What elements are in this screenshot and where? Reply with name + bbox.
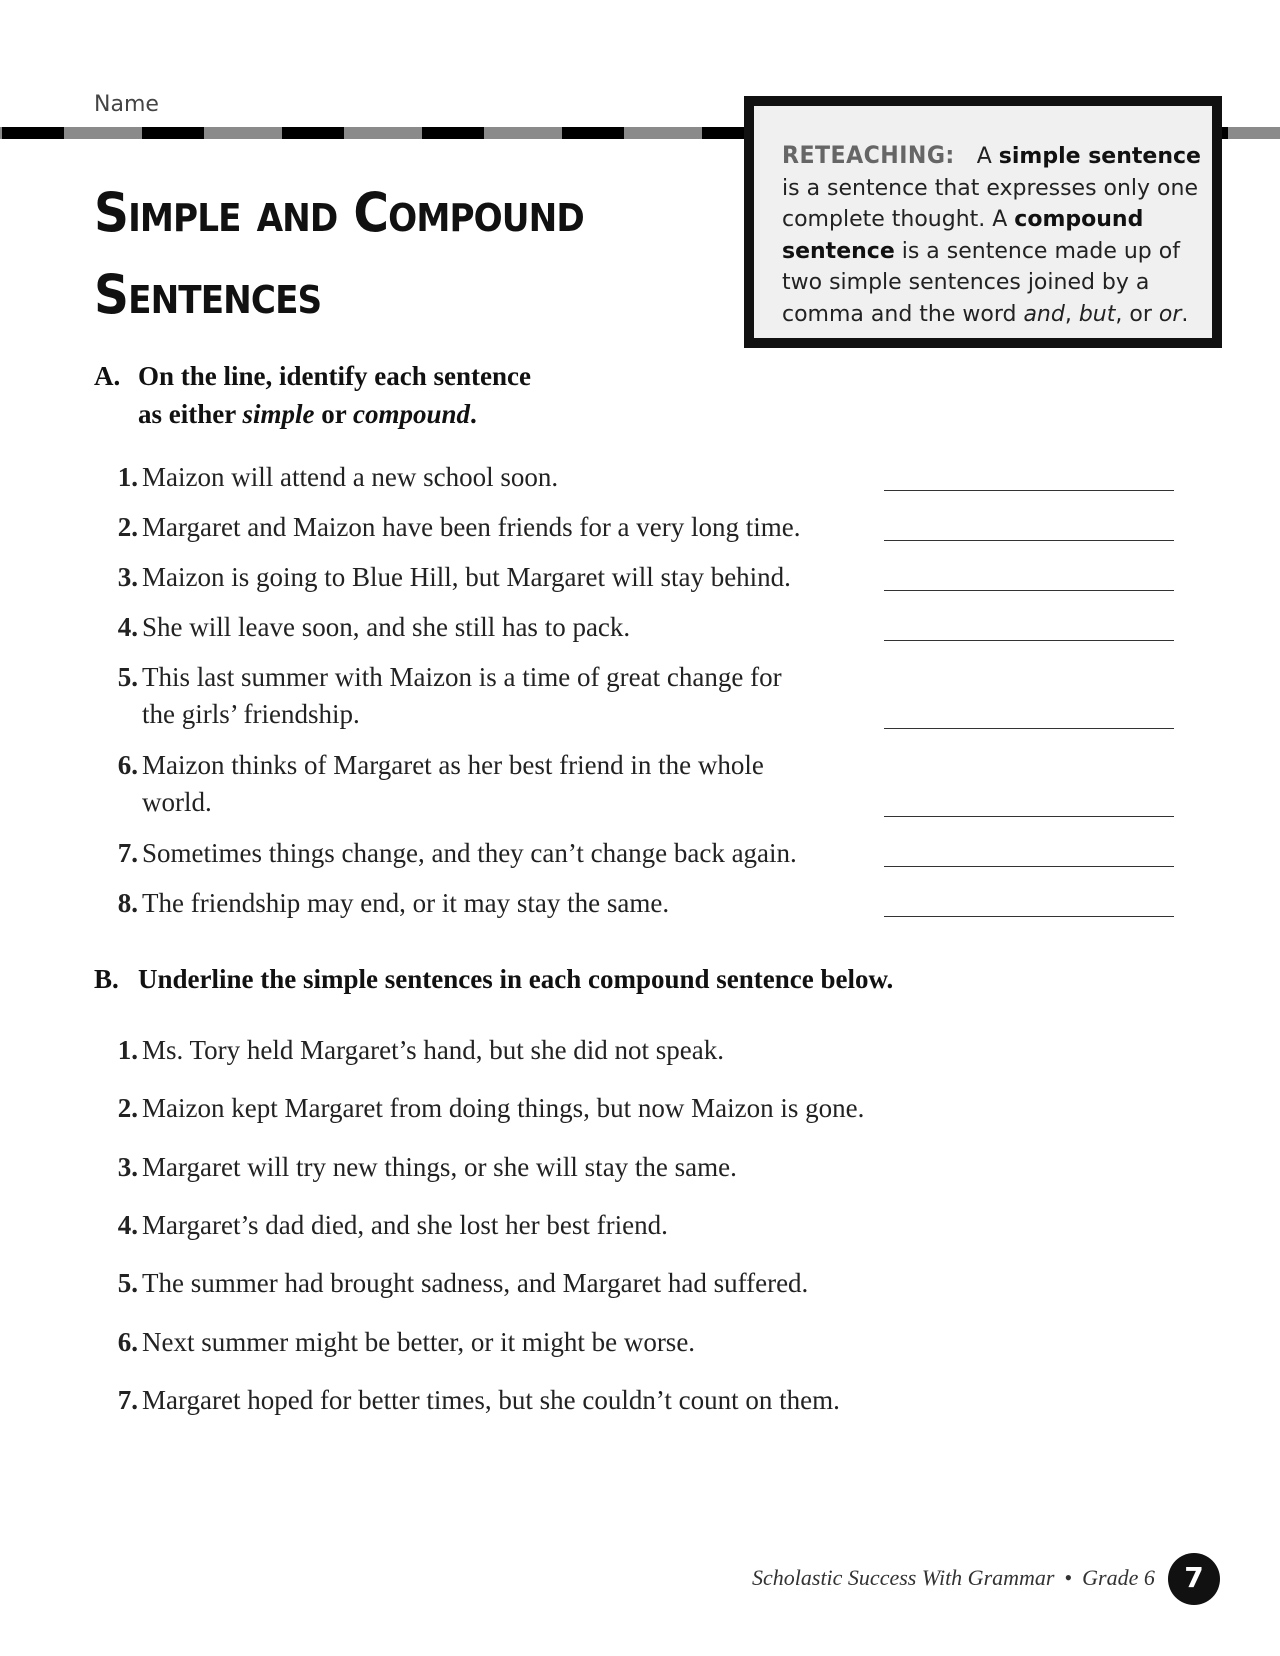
answer-line-5[interactable] xyxy=(884,728,1174,729)
item-text: Next summer might be better, or it might be worse. xyxy=(142,1327,696,1357)
item-number: 7. xyxy=(117,838,138,868)
reteaching-text: . xyxy=(1181,301,1189,327)
item-number: 1. xyxy=(117,1035,138,1065)
section-a-item xyxy=(94,659,862,733)
answer-line-3[interactable] xyxy=(884,590,1174,591)
item-text: This last summer with Maizon is a time of great change for the girls’ friendship. xyxy=(142,662,782,729)
answer-line-8[interactable] xyxy=(884,916,1174,917)
answer-line-2[interactable] xyxy=(884,540,1174,541)
section-b-item xyxy=(94,1265,1042,1302)
item-number: 7. xyxy=(117,1385,138,1415)
item-number: 6. xyxy=(117,1327,138,1357)
reteaching-text: is a sentence that expresses only one complete thought. A xyxy=(782,175,1198,232)
section-b-text: Underline the simple sentences in each compound sentence below. xyxy=(138,964,894,994)
reteaching-text: A xyxy=(969,144,999,169)
section-b-item xyxy=(94,1149,1042,1186)
reteaching-text: , or xyxy=(1115,301,1159,327)
item-number: 5. xyxy=(117,1268,138,1298)
conjunction-and: and xyxy=(1023,301,1065,327)
footer-bullet: • xyxy=(1064,1565,1073,1590)
answer-line-4[interactable] xyxy=(884,640,1174,641)
item-text: Ms. Tory held Margaret’s hand, but she did not speak. xyxy=(142,1035,725,1065)
item-number: 1. xyxy=(117,462,138,492)
item-number: 3. xyxy=(117,1152,138,1182)
reteaching-text: , xyxy=(1064,301,1079,327)
decorative-stripe-right xyxy=(1218,127,1280,139)
section-b-item xyxy=(94,1090,1042,1127)
section-a-item xyxy=(94,459,862,496)
item-text: The summer had brought sadness, and Margaret had suffered. xyxy=(142,1268,809,1298)
section-a-item xyxy=(94,835,862,872)
item-number: 8. xyxy=(117,888,138,918)
item-text: Maizon thinks of Margaret as her best friend in the whole world. xyxy=(142,750,764,817)
item-number: 2. xyxy=(117,512,138,542)
item-text: Margaret hoped for better times, but she couldn’t count on them. xyxy=(142,1385,840,1415)
item-text: Margaret’s dad died, and she lost her best friend. xyxy=(142,1210,668,1240)
item-number: 6. xyxy=(117,750,138,780)
section-b-item xyxy=(94,1324,1042,1361)
reteaching-lead: RETEACHING: xyxy=(782,141,955,169)
item-number: 4. xyxy=(117,1210,138,1240)
section-a-item xyxy=(94,559,862,596)
section-b-letter: B. xyxy=(94,964,119,994)
item-text: Sometimes things change, and they can’t change back again. xyxy=(142,838,797,868)
section-a-heading xyxy=(94,357,531,433)
item-text: Maizon is going to Blue Hill, but Margaret will stay behind. xyxy=(142,562,791,592)
item-number: 5. xyxy=(117,662,138,692)
page-number-badge: 7 xyxy=(1168,1553,1220,1605)
section-b-item xyxy=(94,1032,1042,1069)
term-simple-sentence: simple sentence xyxy=(998,144,1201,169)
section-b-item xyxy=(94,1382,1042,1419)
footer-book-title: Scholastic Success With Grammar xyxy=(752,1565,1055,1590)
page-title xyxy=(94,172,584,336)
item-text: She will leave soon, and she still has to pack. xyxy=(142,612,631,642)
section-a-line-1: On the line, identify each sentence xyxy=(138,361,531,391)
section-a-item xyxy=(94,609,862,646)
footer xyxy=(752,1565,1155,1591)
item-number: 2. xyxy=(117,1093,138,1123)
footer-grade: Grade 6 xyxy=(1082,1565,1155,1590)
section-a-letter: A. xyxy=(94,361,121,391)
section-a-line-2: as either simple or compound. xyxy=(138,399,477,429)
item-text: Maizon kept Margaret from doing things, but now Maizon is gone. xyxy=(142,1093,865,1123)
title-line-1: Simple and Compound xyxy=(94,181,584,244)
answer-line-1[interactable] xyxy=(884,490,1174,491)
conjunction-but: but xyxy=(1078,301,1116,327)
item-number: 4. xyxy=(117,612,138,642)
name-label: Name xyxy=(94,92,159,117)
conjunction-or: or xyxy=(1158,301,1182,327)
item-text: The friendship may end, or it may stay the same. xyxy=(142,888,670,918)
answer-line-6[interactable] xyxy=(884,816,1174,817)
term-compound-sentence: compound sentence xyxy=(782,207,1144,264)
section-b-heading xyxy=(94,960,893,998)
item-text: Margaret and Maizon have been friends for a very long time. xyxy=(142,512,801,542)
section-b-item xyxy=(94,1207,1042,1244)
reteaching-text: is a sentence made up of two simple sentences joined by a comma and the word xyxy=(782,238,1180,327)
title-line-2: Sentences xyxy=(94,263,322,326)
section-a-item xyxy=(94,885,862,922)
item-text: Margaret will try new things, or she will stay the same. xyxy=(142,1152,737,1182)
item-text: Maizon will attend a new school soon. xyxy=(142,462,559,492)
item-number: 3. xyxy=(117,562,138,592)
answer-line-7[interactable] xyxy=(884,866,1174,867)
section-a-item xyxy=(94,509,862,546)
reteaching-box xyxy=(744,96,1222,348)
section-a-item xyxy=(94,747,862,821)
